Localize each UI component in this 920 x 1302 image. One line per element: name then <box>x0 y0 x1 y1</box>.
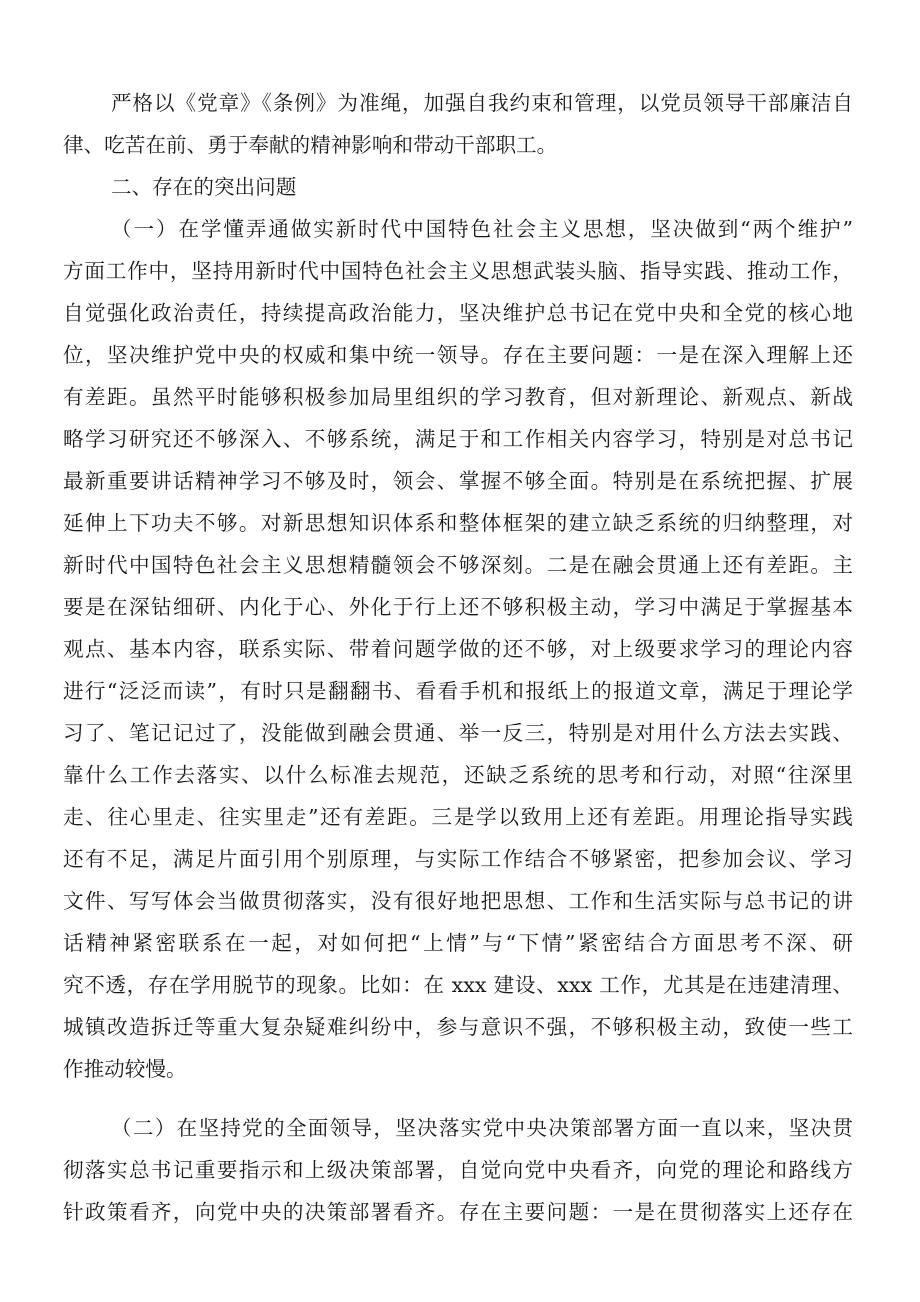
paragraph-line: 靠什么工作去落实、以什么标准去规范，还缺乏系统的思考和行动，对照“往深里 <box>63 763 853 787</box>
paragraph-line: 律、吃苦在前、勇于奉献的精神影响和带动干部职工。 <box>63 133 558 157</box>
paragraph-line: 要是在深钻细研、内化于心、外化于行上还不够积极主动，学习中满足于掌握基本 <box>63 595 853 619</box>
paragraph-line: 位，坚决维护党中央的权威和集中统一领导。存在主要问题：一是在深入理解上还 <box>63 343 853 367</box>
paragraph-line: 作推动较慢。 <box>63 1057 187 1081</box>
paragraph-line: 究不透，存在学用脱节的现象。比如：在 xxx 建设、xxx 工作，尤其是在违建清理、 <box>63 973 853 997</box>
paragraph-line: 城镇改造拆迁等重大复杂疑难纠纷中，参与意识不强，不够积极主动，致使一些工 <box>63 1015 853 1039</box>
paragraph-line: 话精神紧密联系在一起，对如何把“上情”与“下情”紧密结合方面思考不深、研 <box>63 931 853 955</box>
section-heading: 二、存在的突出问题 <box>111 175 297 199</box>
paragraph-line: 方面工作中，坚持用新时代中国特色社会主义思想武装头脑、指导实践、推动工作， <box>63 259 853 283</box>
paragraph-line: 延伸上下功夫不够。对新思想知识体系和整体框架的建立缺乏系统的归纳整理，对 <box>63 511 853 535</box>
paragraph-line: 严格以《党章》《条例》为准绳，加强自我约束和管理，以党员领导干部廉洁自 <box>111 91 853 115</box>
paragraph-line: 观点、基本内容，联系实际、带着问题学做的还不够，对上级要求学习的理论内容 <box>63 637 853 661</box>
paragraph-line: 有差距。虽然平时能够积极参加局里组织的学习教育，但对新理论、新观点、新战 <box>63 385 853 409</box>
paragraph-line: 针政策看齐，向党中央的决策部署看齐。存在主要问题：一是在贯彻落实上还存在 <box>63 1200 853 1224</box>
paragraph-line: 文件、写写体会当做贯彻落实，没有很好地把思想、工作和生活实际与总书记的讲 <box>63 889 853 913</box>
paragraph-line: 最新重要讲话精神学习不够及时，领会、掌握不够全面。特别是在系统把握、扩展 <box>63 469 853 493</box>
paragraph-line: 新时代中国特色社会主义思想精髓领会不够深刻。二是在融会贯通上还有差距。主 <box>63 553 853 577</box>
paragraph-line: 还有不足，满足片面引用个别原理，与实际工作结合不够紧密，把参加会议、学习 <box>63 847 853 871</box>
paragraph-line: 自觉强化政治责任，持续提高政治能力，坚决维护总书记在党中央和全党的核心地 <box>63 301 853 325</box>
paragraph-line: 走、往心里走、往实里走”还有差距。三是学以致用上还有差距。用理论指导实践 <box>63 805 853 829</box>
paragraph-line: 习了、笔记记过了，没能做到融会贯通、举一反三，特别是对用什么方法去实践、 <box>63 721 853 745</box>
paragraph-line: （二）在坚持党的全面领导，坚决落实党中央决策部署方面一直以来，坚决贯 <box>111 1116 853 1140</box>
paragraph-line: 进行“泛泛而读”，有时只是翻翻书、看看手机和报纸上的报道文章，满足于理论学 <box>63 679 853 703</box>
paragraph-line: 略学习研究还不够深入、不够系统，满足于和工作相关内容学习，特别是对总书记 <box>63 427 853 451</box>
paragraph-line: （一）在学懂弄通做实新时代中国特色社会主义思想，坚决做到“两个维护” <box>111 217 853 241</box>
paragraph-line: 彻落实总书记重要指示和上级决策部署，自觉向党中央看齐，向党的理论和路线方 <box>63 1158 853 1182</box>
